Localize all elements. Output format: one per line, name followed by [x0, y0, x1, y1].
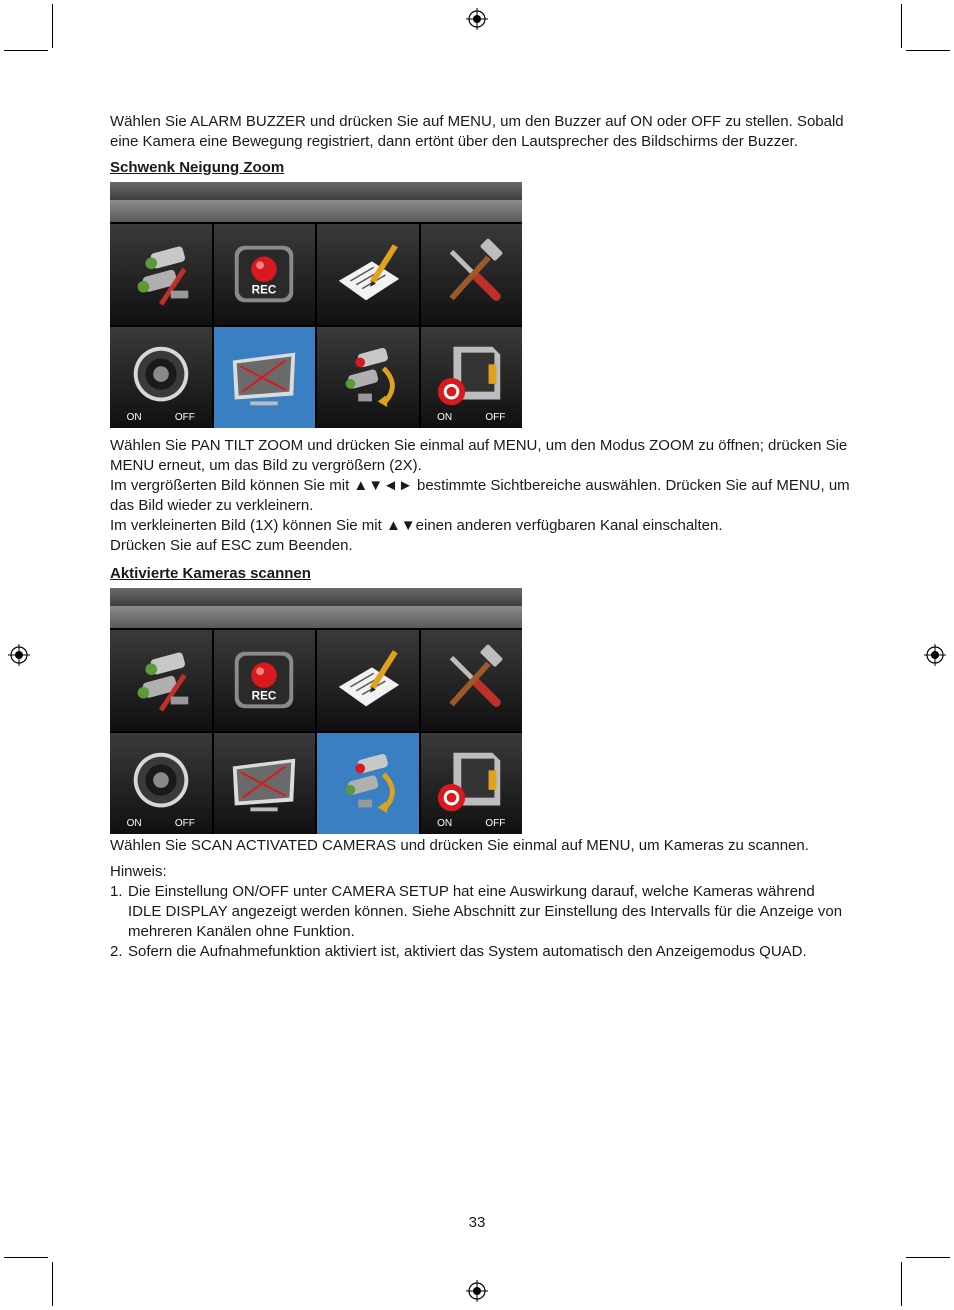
sd-card-icon [432, 745, 510, 823]
menu-tile-alarm-buzzer[interactable] [110, 327, 212, 428]
monitor-zoom-icon [225, 339, 303, 417]
note-item-number: 1. [110, 883, 123, 900]
menu-tile-system-setup[interactable] [421, 630, 523, 731]
menu-tile-scan-cameras[interactable] [317, 733, 419, 834]
sd-card-icon [432, 339, 510, 417]
menu-screen-ptz [110, 182, 522, 428]
note-list [110, 882, 850, 962]
ptz-line-4: Drücken Sie auf ESC zum Beenden. [110, 537, 353, 554]
note-item-text: Sofern die Aufnahmefunktion aktiviert ist, aktiviert das System automatisch den Anzeigemodus QUAD. [128, 943, 807, 960]
menu-tile-pan-tilt-zoom[interactable] [214, 327, 316, 428]
off-label: OFF [485, 412, 506, 423]
crop-mark [906, 1257, 950, 1258]
menu-tile-event-list[interactable] [317, 630, 419, 731]
menu-tile-alarm-buzzer[interactable] [110, 733, 212, 834]
scan-paragraph: Wählen Sie SCAN ACTIVATED CAMERAS und drücken Sie einmal auf MENU, um Kameras zu scannen. [110, 837, 809, 854]
page-content [110, 112, 850, 962]
ptz-line-3: Im verkleinerten Bild (1X) können Sie mit ▲▼einen anderen verfügbaren Kanal einschalten. [110, 517, 723, 534]
svg-text:REC: REC [251, 283, 277, 297]
menu-tile-record[interactable] [214, 630, 316, 731]
off-label: OFF [174, 818, 195, 829]
off-label: OFF [174, 412, 195, 423]
on-off-labels [110, 412, 212, 424]
speaker-icon [122, 339, 200, 417]
menu-title-bar [110, 200, 522, 222]
registration-mark-icon [924, 644, 946, 666]
menu-top-bar [110, 182, 522, 200]
crop-mark [4, 50, 48, 51]
note-item [110, 942, 850, 962]
record-icon [225, 236, 303, 314]
monitor-zoom-icon [225, 745, 303, 823]
camera-setup-icon [122, 642, 200, 720]
on-off-labels [421, 818, 523, 830]
menu-tile-event-list[interactable] [317, 224, 419, 325]
registration-mark-icon [8, 644, 30, 666]
on-label: ON [437, 412, 453, 423]
registration-mark-icon [466, 8, 488, 30]
crop-mark [52, 1262, 53, 1306]
registration-mark-icon [466, 1280, 488, 1302]
ptz-line-2: Im vergrößerten Bild können Sie mit ▲▼◄► bestimmte Sichtbereiche auswählen. Drücken Sie auf MENU, um das Bild wieder zu verkleinern. [110, 477, 850, 514]
crop-mark [52, 4, 53, 48]
menu-tile-sd-card[interactable] [421, 327, 523, 428]
document-pen-icon [329, 236, 407, 314]
crop-mark [901, 1262, 902, 1306]
tools-icon [432, 236, 510, 314]
menu-tile-camera-setup[interactable] [110, 630, 212, 731]
menu-grid [110, 224, 522, 428]
on-off-labels [110, 818, 212, 830]
on-label: ON [126, 818, 142, 829]
tools-icon [432, 642, 510, 720]
menu-tile-pan-tilt-zoom[interactable] [214, 733, 316, 834]
page-number: 33 [468, 1214, 486, 1231]
note-item [110, 882, 850, 942]
crop-mark [4, 1257, 48, 1258]
menu-tile-camera-setup[interactable] [110, 224, 212, 325]
menu-tile-sd-card[interactable] [421, 733, 523, 834]
note-item-text: Die Einstellung ON/OFF unter CAMERA SETUP hat eine Auswirkung darauf, welche Kameras während IDLE DISPLAY angezeigt werden können. Siehe Abschnitt zur Einstellung des Intervalls für die Anzeige von mehreren Kanälen ohne Funktion. [128, 883, 843, 940]
on-off-labels [421, 412, 523, 424]
section-title-pan-tilt-zoom: Schwenk Neigung Zoom [110, 159, 285, 176]
off-label: OFF [485, 818, 506, 829]
on-label: ON [126, 412, 142, 423]
section-title-scan-cameras: Aktivierte Kameras scannen [110, 565, 311, 582]
menu-screen-scan [110, 588, 522, 834]
intro-paragraph: Wählen Sie ALARM BUZZER und drücken Sie auf MENU, um den Buzzer auf ON oder OFF zu stellen. Sobald eine Kamera eine Bewegung registriert, dann ertönt über den Lautsprecher des Bildschirms der Buzzer. [110, 113, 844, 150]
camera-rotate-icon [329, 745, 407, 823]
menu-title-bar [110, 606, 522, 628]
menu-tile-system-setup[interactable] [421, 224, 523, 325]
on-label: ON [437, 818, 453, 829]
menu-top-bar [110, 588, 522, 606]
speaker-icon [122, 745, 200, 823]
menu-grid [110, 630, 522, 834]
svg-text:REC: REC [251, 689, 277, 703]
crop-mark [906, 50, 950, 51]
menu-tile-record[interactable] [214, 224, 316, 325]
document-pen-icon [329, 642, 407, 720]
crop-mark [901, 4, 902, 48]
camera-setup-icon [122, 236, 200, 314]
note-heading: Hinweis: [110, 863, 167, 880]
record-icon [225, 642, 303, 720]
note-item-number: 2. [110, 943, 123, 960]
menu-tile-scan-cameras[interactable] [317, 327, 419, 428]
camera-rotate-icon [329, 339, 407, 417]
ptz-line-1: Wählen Sie PAN TILT ZOOM und drücken Sie einmal auf MENU, um den Modus ZOOM zu öffnen; drücken Sie MENU erneut, um das Bild zu vergrößern (2X). [110, 437, 848, 474]
